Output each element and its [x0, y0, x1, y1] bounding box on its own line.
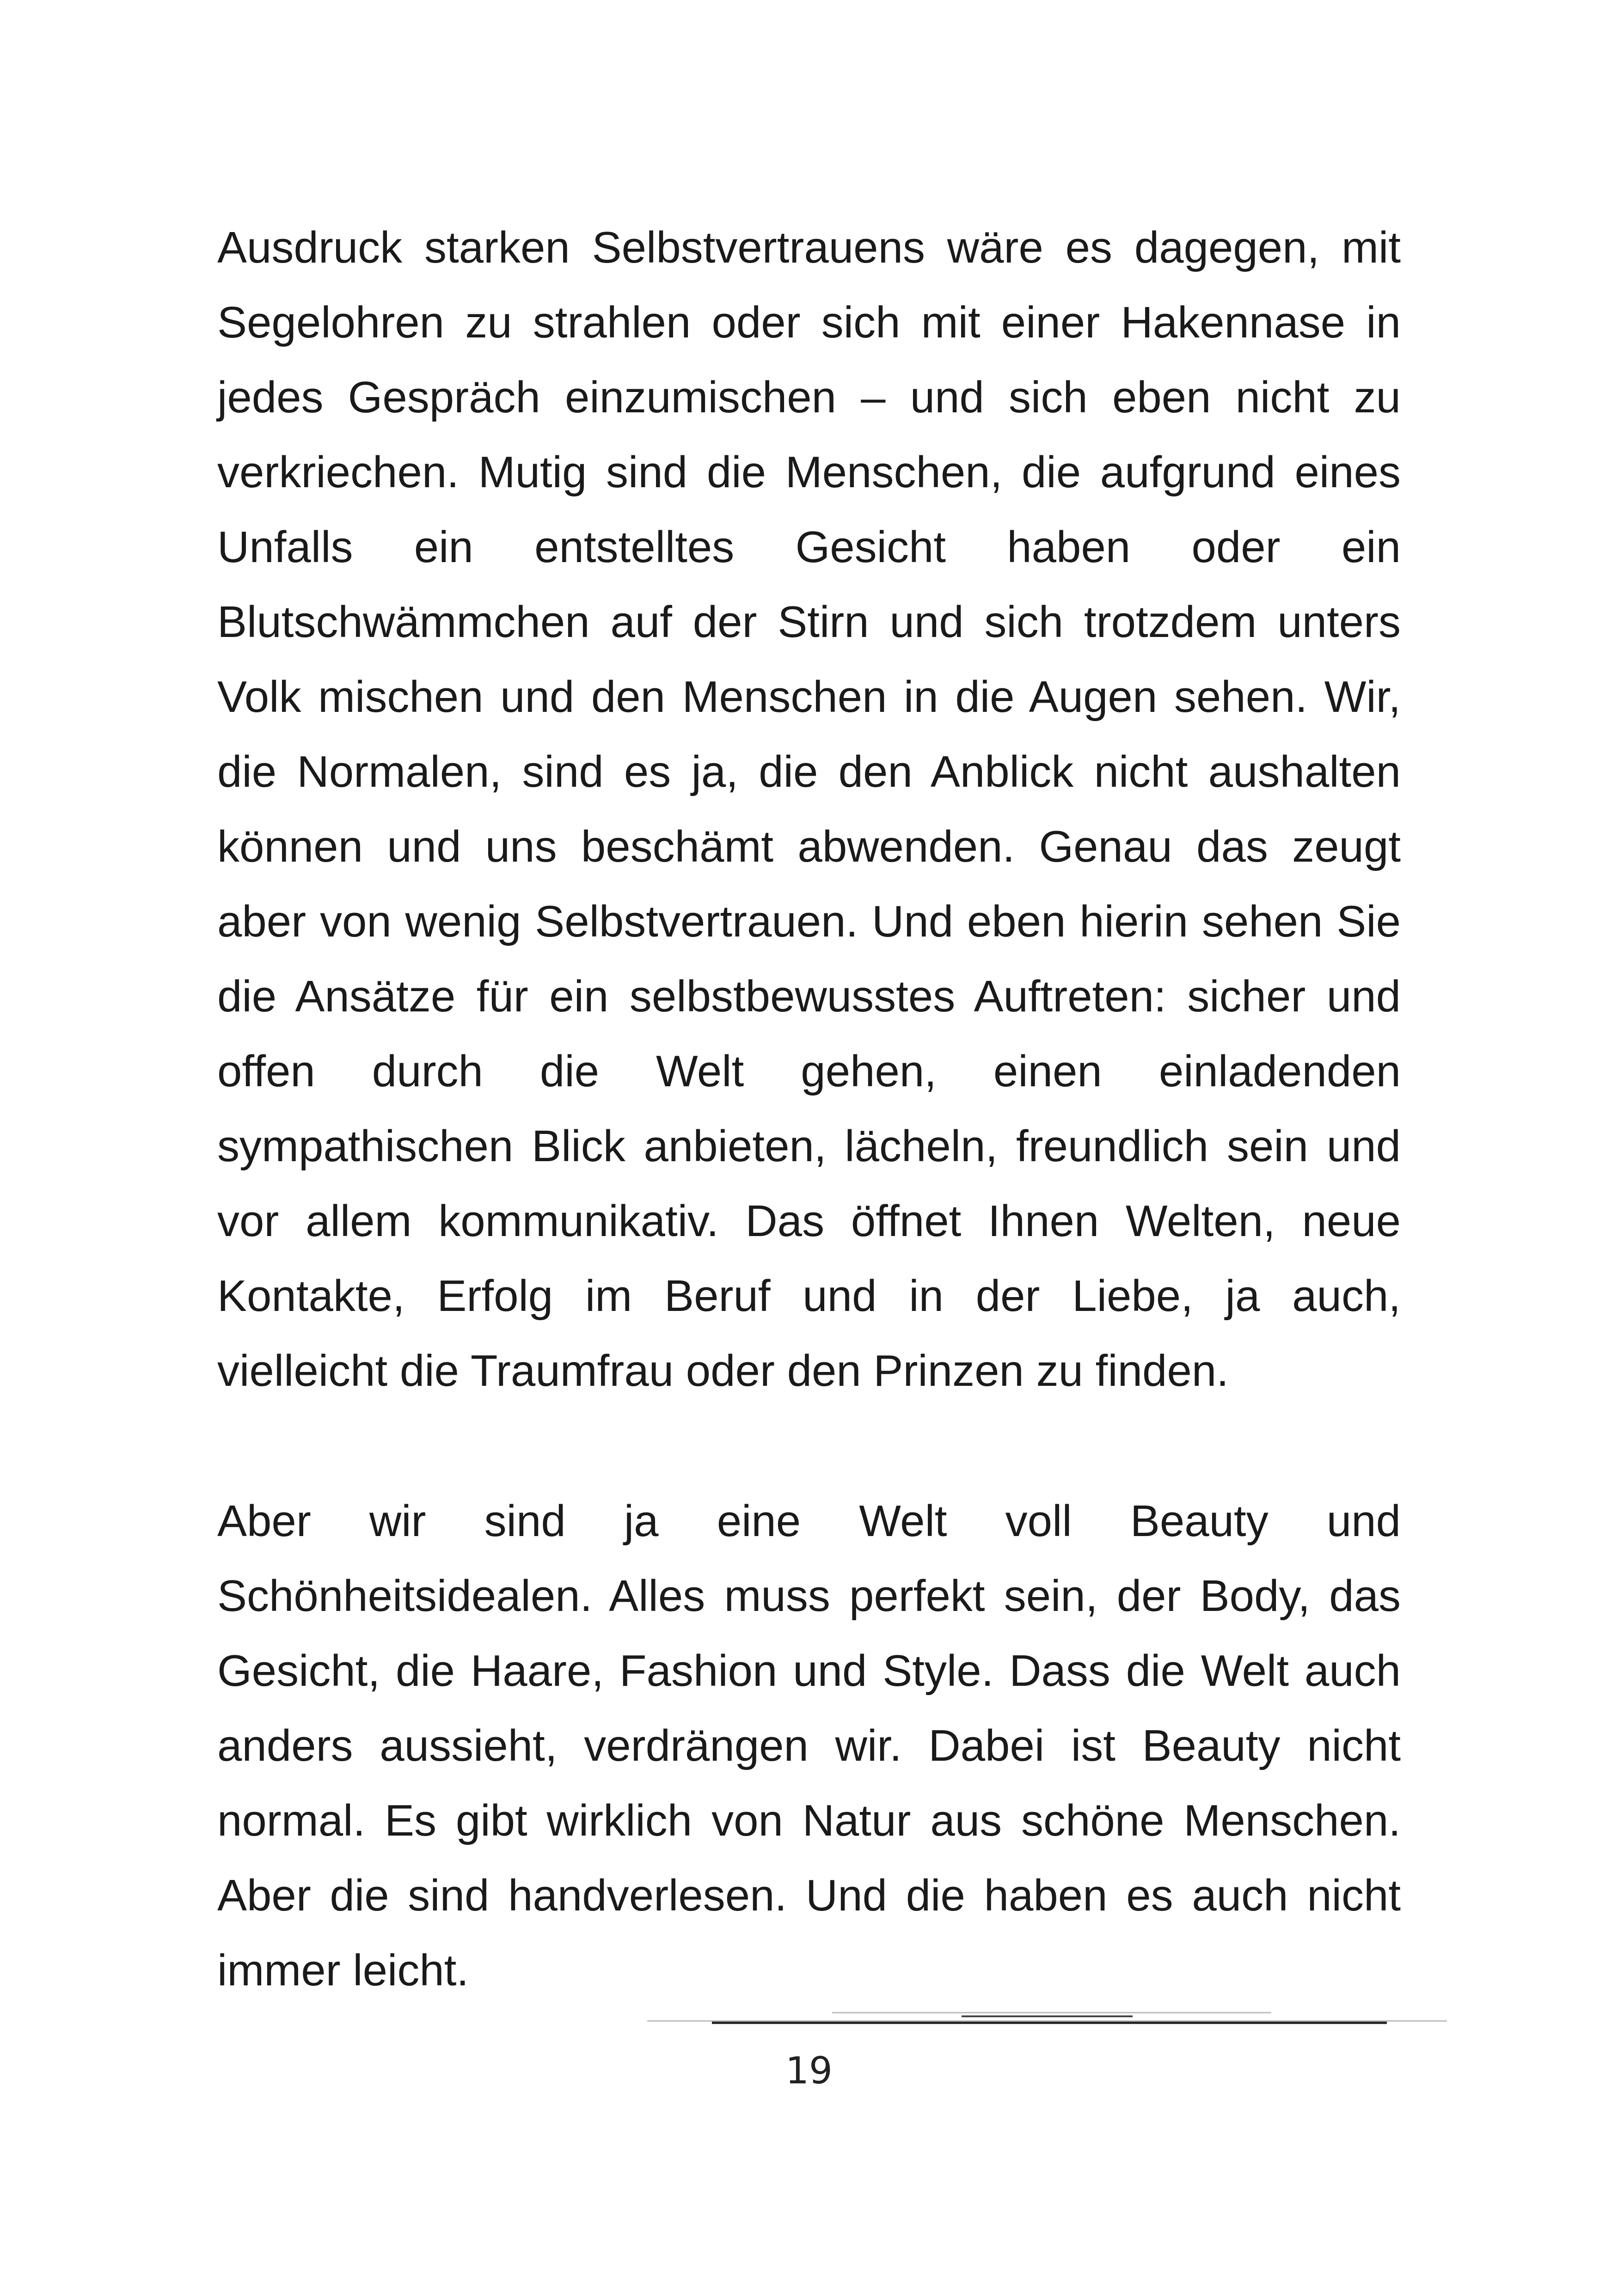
footer-divider — [647, 2011, 1447, 2029]
paragraph-1: Ausdruck starken Selbstvertrauens wäre es dagegen, mit Segelohren zu strahlen oder sich mit einer Hakennase in jedes Gespräch einzumischen – und sich eben nicht zu verkriechen. Mutig sind die Menschen, die aufgrund eines Unfalls ein entstelltes Gesicht haben oder ein Blutschwämmchen auf der Stirn und sich trotzdem unters Volk mischen und den Menschen in die Augen sehen. Wir, die Normalen, sind es ja, die den Anblick nicht aushalten können und uns beschämt abwenden. Genau das zeugt aber von wenig Selbstvertrauen. Und eben hierin sehen Sie die Ansätze für ein selbstbewusstes Auftreten: sicher und offen durch die Welt gehen, einen einladenden sympathischen Blick anbieten, lächeln, freundlich sein und vor allem kommunikativ. Das öffnet Ihnen Welten, neue Kontakte, Erfolg im Beruf und in der Liebe, ja auch, vielleicht die Traumfrau oder den Prinzen zu finden. — [217, 223, 1401, 1396]
paragraph-2: Aber wir sind ja eine Welt voll Beauty und Schönheitsidealen. Alles muss perfekt sein, der Body, das Gesicht, die Haare, Fashion und Style. Dass die Welt auch anders aussieht, verdrängen wir. Dabei ist Beauty nicht normal. Es gibt wirklich von Natur aus schöne Menschen. Aber die sind handverlesen. Und die haben es auch nicht immer leicht. — [217, 1496, 1401, 1995]
page-number: 19 — [785, 2049, 833, 2092]
